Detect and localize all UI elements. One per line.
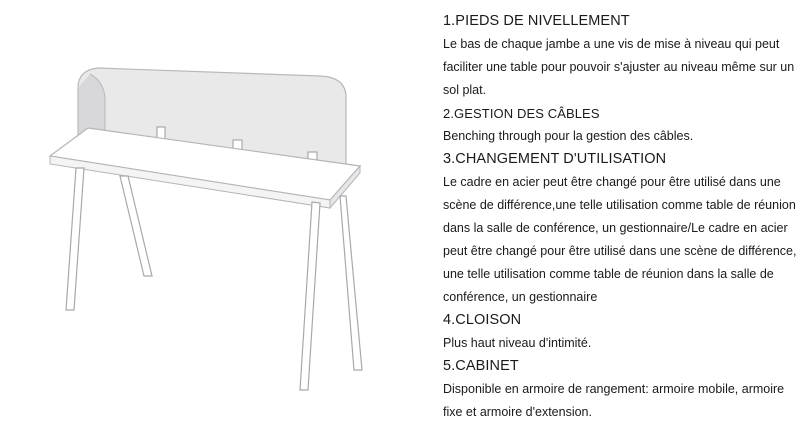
desk-illustration (50, 68, 362, 390)
feature-description: Benching through pour la gestion des câbles. (443, 129, 694, 143)
product-image (40, 60, 420, 400)
feature-description: Plus haut niveau d'intimité. (443, 336, 592, 350)
feature-description: Le cadre en acier peut être changé pour être utilisé dans une scène de différence,une telle utilisation comme table de réunion dans la salle de conférence, un gestionnaire/Le cadre en acier peut être changé pour être utilisé dans une scène de différence, une telle utilisation comme table de réunion dans la salle de conférence, un gestionnaire (443, 175, 797, 304)
feature-heading: 5.CABINET (443, 358, 519, 374)
feature-heading: 2.GESTION DES CÂBLES (443, 106, 600, 121)
feature-description: Le bas de chaque jambe a une vis de mise à niveau qui peut faciliter une table pour pouvoir s'ajuster au niveau même sur un sol plat. (443, 37, 795, 97)
feature-heading: 4.CLOISON (443, 312, 522, 328)
feature-description: Disponible en armoire de rangement: armoire mobile, armoire fixe et armoire d'extension. (443, 382, 785, 419)
feature-heading: 3.CHANGEMENT D'UTILISATION (443, 151, 667, 167)
feature-heading: 1.PIEDS DE NIVELLEMENT (443, 13, 630, 29)
feature-list (443, 10, 798, 424)
